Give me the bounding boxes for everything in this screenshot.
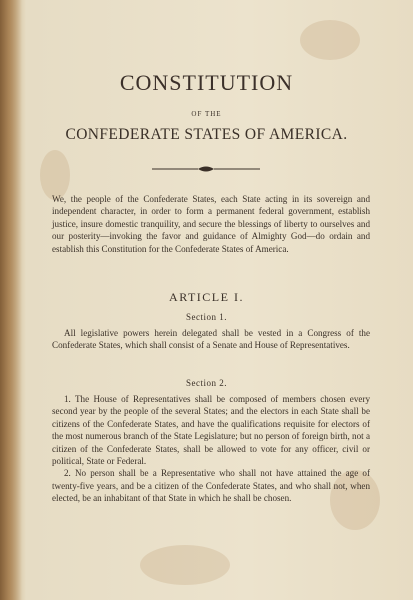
article-heading: ARTICLE I. — [169, 290, 244, 304]
title-connector: OF THE — [191, 110, 222, 118]
ornamental-rule-icon — [150, 164, 262, 174]
age-stain — [140, 545, 230, 585]
document-subtitle: CONFEDERATE STATES OF AMERICA. — [65, 126, 348, 143]
section-1-heading: Section 1. — [186, 312, 227, 322]
section-2-text — [52, 393, 370, 505]
age-stain — [300, 20, 360, 60]
document-title: CONSTITUTION — [119, 70, 294, 95]
section-1-paragraph: All legislative powers herein delegated shall be vested in a Congress of the Confederate States, which shall consist of a Senate and House of Representatives. — [52, 328, 370, 351]
section-2-heading: Section 2. — [186, 378, 227, 388]
section-2-paragraph-1: 1. The House of Representatives shall be composed of members chosen every second year by the people of the several States; and the electors in each State shall be citizens of the Confederate States, and have the qualifications requisite for electors of the most numerous branch of the State Legislature; but no person of foreign birth, not a citizen of the Confederate States, shall be allowed to vote for any officer, civil or political, State or Federal. — [52, 394, 370, 467]
preamble-text: We, the people of the Confederate States, each State acting in its sovereign and independent character, in order to form a permanent federal government, establish justice, insure domestic tranquility, and secure the blessings of liberty to ourselves and our posterity—invoking the favor and guidance of Almighty God—do ordain and establish this Constitution for the Confederate States of America. — [52, 194, 370, 254]
section-2-paragraph-2: 2. No person shall be a Representative who shall not have attained the age of twenty-five years, and be a citizen of the Confederate States, and who shall not, when elected, be an inhabitant of that State in which he shall be chosen. — [52, 468, 370, 504]
section-1-text — [52, 327, 370, 352]
